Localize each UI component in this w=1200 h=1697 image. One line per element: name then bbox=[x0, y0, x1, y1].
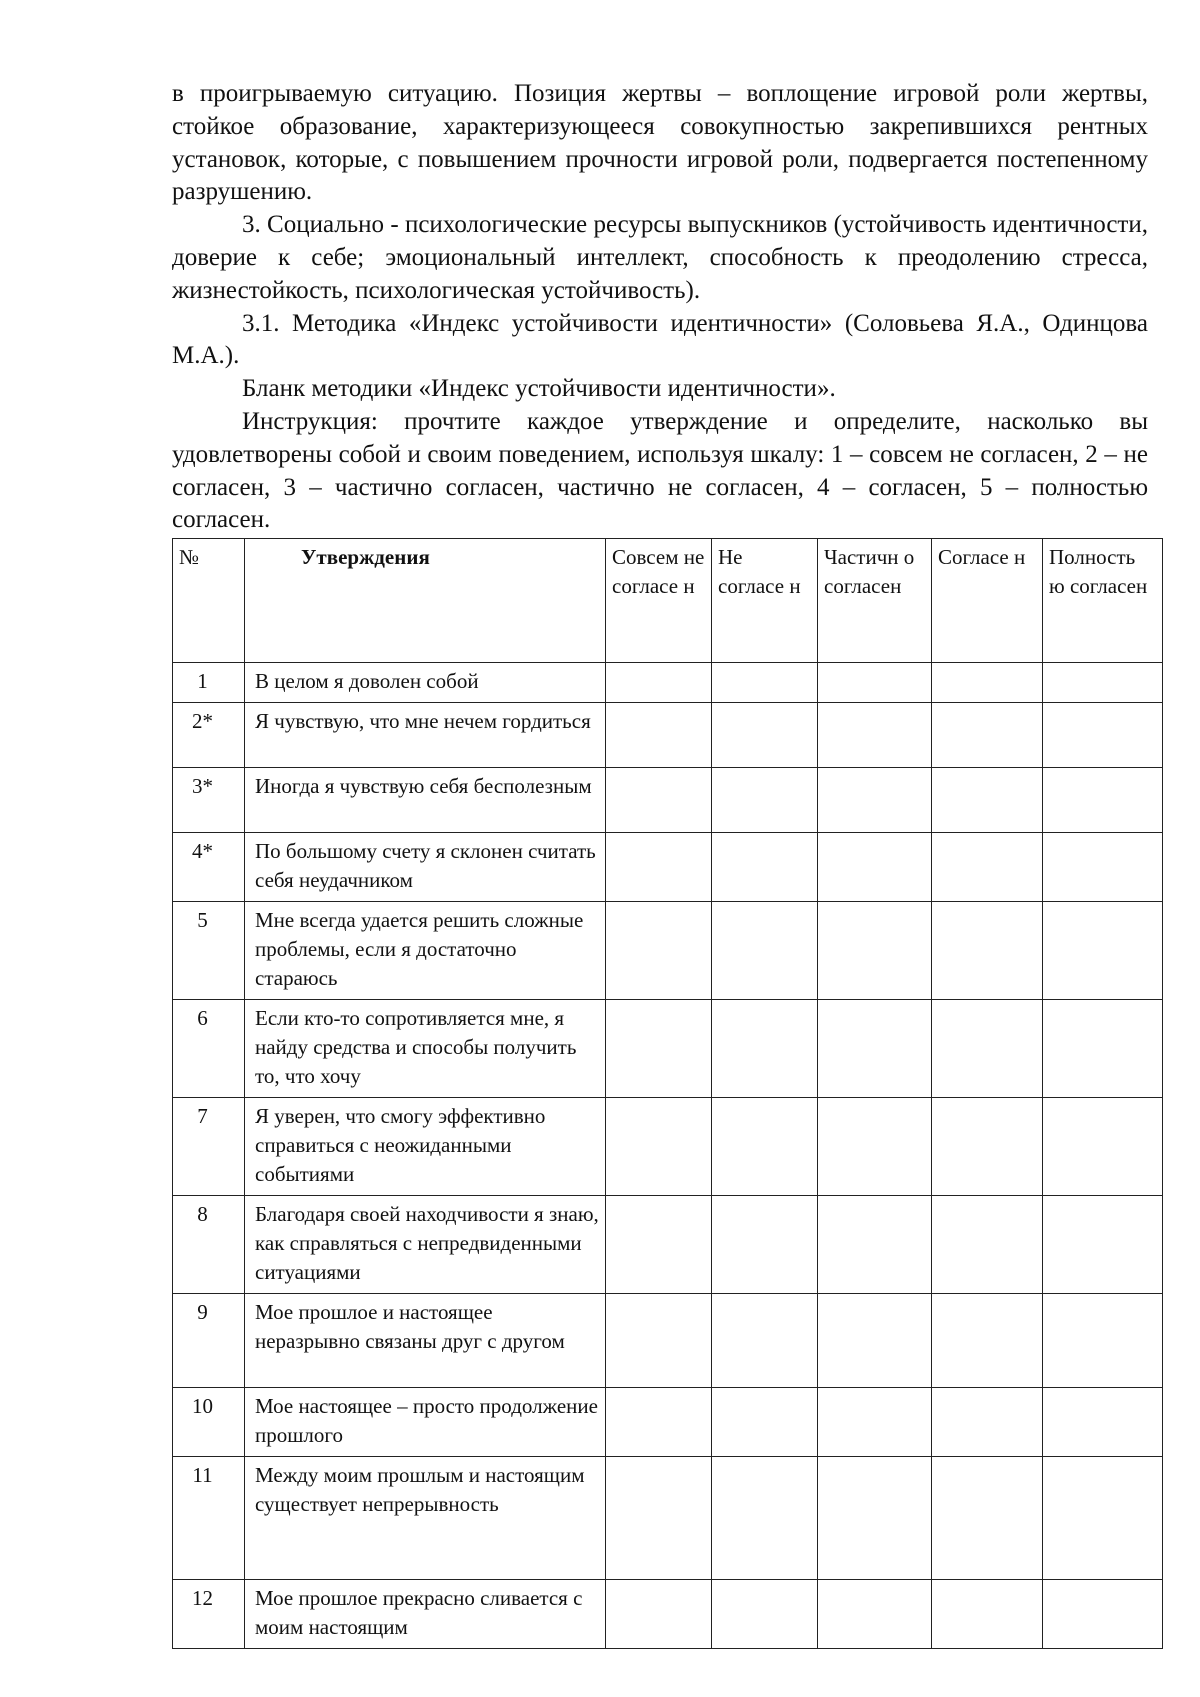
table-row bbox=[173, 1580, 1163, 1649]
answer-cell[interactable] bbox=[818, 703, 932, 768]
answer-cell[interactable] bbox=[932, 902, 1043, 1000]
row-statement: Я чувствую, что мне нечем гордиться bbox=[245, 703, 606, 768]
answer-cell[interactable] bbox=[1043, 1098, 1163, 1196]
answer-cell[interactable] bbox=[1043, 768, 1163, 833]
answer-cell[interactable] bbox=[818, 1294, 932, 1388]
table-row bbox=[173, 1294, 1163, 1388]
paragraph-section-3-1: 3.1. Методика «Индекс устойчивости идентичности» (Соловьева Я.А., Одинцова М.А.). bbox=[172, 309, 1148, 370]
answer-cell[interactable] bbox=[1043, 833, 1163, 902]
answer-cell[interactable] bbox=[1043, 1196, 1163, 1294]
header-fully-agree: Полность ю согласен bbox=[1043, 539, 1163, 663]
paragraph-victim-position: в проигрываемую ситуацию. Позиция жертвы – воплощение игровой роли жертвы, стойкое образование, характеризующееся совокупностью закрепившихся рентных установок, которые, с повышением прочности игровой роли, подвергается постепенному разрушению. bbox=[172, 80, 1148, 206]
header-agree: Согласе н bbox=[932, 539, 1043, 663]
header-statement: Утверждения bbox=[245, 539, 606, 663]
header-disagree: Не согласе н bbox=[712, 539, 818, 663]
row-statement: Между моим прошлым и настоящим существует непрерывность bbox=[245, 1457, 606, 1580]
answer-cell[interactable] bbox=[712, 1098, 818, 1196]
row-statement: Мое прошлое и настоящее неразрывно связаны друг с другом bbox=[245, 1294, 606, 1388]
row-number: 6 bbox=[173, 1000, 245, 1098]
answer-cell[interactable] bbox=[1043, 902, 1163, 1000]
answer-cell[interactable] bbox=[606, 1000, 712, 1098]
header-partially-agree: Частичн о согласен bbox=[818, 539, 932, 663]
paragraph-instruction: Инструкция: прочтите каждое утверждение и определите, насколько вы удовлетворены собой и своим поведением, используя шкалу: 1 – совсем не согласен, 2 – не согласен, 3 – частично согласен, частично не согласен, 4 – согласен, 5 – полностью согласен. bbox=[172, 407, 1148, 534]
answer-cell[interactable] bbox=[932, 703, 1043, 768]
table-row bbox=[173, 1196, 1163, 1294]
table-row bbox=[173, 902, 1163, 1000]
table-row bbox=[173, 833, 1163, 902]
questionnaire-table bbox=[172, 538, 1163, 1649]
row-number: 12 bbox=[173, 1580, 245, 1649]
row-statement: В целом я доволен собой bbox=[245, 663, 606, 703]
answer-cell[interactable] bbox=[606, 1388, 712, 1457]
answer-cell[interactable] bbox=[818, 1457, 932, 1580]
row-statement: Я уверен, что смогу эффективно справиться с неожиданными событиями bbox=[245, 1098, 606, 1196]
answer-cell[interactable] bbox=[818, 1098, 932, 1196]
answer-cell[interactable] bbox=[932, 1294, 1043, 1388]
row-number: 4* bbox=[173, 833, 245, 902]
answer-cell[interactable] bbox=[712, 703, 818, 768]
answer-cell[interactable] bbox=[818, 902, 932, 1000]
row-number: 5 bbox=[173, 902, 245, 1000]
answer-cell[interactable] bbox=[606, 1580, 712, 1649]
answer-cell[interactable] bbox=[712, 1457, 818, 1580]
row-statement: Мое прошлое прекрасно сливается с моим настоящим bbox=[245, 1580, 606, 1649]
row-statement: Благодаря своей находчивости я знаю, как справляться с непредвиденными ситуациями bbox=[245, 1196, 606, 1294]
table-row bbox=[173, 663, 1163, 703]
answer-cell[interactable] bbox=[1043, 663, 1163, 703]
answer-cell[interactable] bbox=[712, 768, 818, 833]
table-row bbox=[173, 703, 1163, 768]
table-row bbox=[173, 1098, 1163, 1196]
table-row bbox=[173, 1000, 1163, 1098]
row-number: 2* bbox=[173, 703, 245, 768]
table-row bbox=[173, 768, 1163, 833]
answer-cell[interactable] bbox=[932, 663, 1043, 703]
row-number: 9 bbox=[173, 1294, 245, 1388]
answer-cell[interactable] bbox=[712, 902, 818, 1000]
answer-cell[interactable] bbox=[712, 1388, 818, 1457]
answer-cell[interactable] bbox=[818, 1196, 932, 1294]
paragraph-section-3: 3. Социально - психологические ресурсы выпускников (устойчивость идентичности, доверие к себе; эмоциональный интеллект, способность к преодолению стресса, жизнестойкость, психологическая устойчивость). bbox=[172, 211, 1148, 304]
answer-cell[interactable] bbox=[932, 1098, 1043, 1196]
answer-cell[interactable] bbox=[932, 1000, 1043, 1098]
row-number: 7 bbox=[173, 1098, 245, 1196]
answer-cell[interactable] bbox=[1043, 703, 1163, 768]
answer-cell[interactable] bbox=[1043, 1294, 1163, 1388]
answer-cell[interactable] bbox=[606, 1098, 712, 1196]
answer-cell[interactable] bbox=[712, 833, 818, 902]
row-number: 1 bbox=[173, 663, 245, 703]
row-number: 8 bbox=[173, 1196, 245, 1294]
answer-cell[interactable] bbox=[932, 833, 1043, 902]
answer-cell[interactable] bbox=[606, 1196, 712, 1294]
answer-cell[interactable] bbox=[712, 1196, 818, 1294]
answer-cell[interactable] bbox=[1043, 1000, 1163, 1098]
answer-cell[interactable] bbox=[606, 703, 712, 768]
row-statement: По большому счету я склонен считать себя неудачником bbox=[245, 833, 606, 902]
answer-cell[interactable] bbox=[712, 1580, 818, 1649]
answer-cell[interactable] bbox=[932, 1580, 1043, 1649]
answer-cell[interactable] bbox=[818, 663, 932, 703]
answer-cell[interactable] bbox=[818, 1388, 932, 1457]
answer-cell[interactable] bbox=[818, 1000, 932, 1098]
row-statement: Если кто-то сопротивляется мне, я найду средства и способы получить то, что хочу bbox=[245, 1000, 606, 1098]
answer-cell[interactable] bbox=[712, 1000, 818, 1098]
answer-cell[interactable] bbox=[712, 1294, 818, 1388]
answer-cell[interactable] bbox=[932, 1196, 1043, 1294]
row-statement: Мое настоящее – просто продолжение прошлого bbox=[245, 1388, 606, 1457]
answer-cell[interactable] bbox=[606, 1294, 712, 1388]
answer-cell[interactable] bbox=[606, 1457, 712, 1580]
header-strongly-disagree: Совсем не согласе н bbox=[606, 539, 712, 663]
answer-cell[interactable] bbox=[932, 1457, 1043, 1580]
row-number: 11 bbox=[173, 1457, 245, 1580]
answer-cell[interactable] bbox=[818, 1580, 932, 1649]
table-header-row bbox=[173, 539, 1163, 663]
row-statement: Мне всегда удается решить сложные проблемы, если я достаточно стараюсь bbox=[245, 902, 606, 1000]
table-row bbox=[173, 1388, 1163, 1457]
answer-cell[interactable] bbox=[932, 768, 1043, 833]
answer-cell[interactable] bbox=[1043, 1580, 1163, 1649]
paragraph-form-title: Бланк методики «Индекс устойчивости идентичности». bbox=[242, 375, 836, 403]
answer-cell[interactable] bbox=[818, 768, 932, 833]
answer-cell[interactable] bbox=[1043, 1457, 1163, 1580]
row-number: 10 bbox=[173, 1388, 245, 1457]
table-row bbox=[173, 1457, 1163, 1580]
answer-cell[interactable] bbox=[606, 768, 712, 833]
answer-cell[interactable] bbox=[712, 663, 818, 703]
row-statement: Иногда я чувствую себя бесполезным bbox=[245, 768, 606, 833]
row-number: 3* bbox=[173, 768, 245, 833]
answer-cell[interactable] bbox=[932, 1388, 1043, 1457]
answer-cell[interactable] bbox=[606, 833, 712, 902]
answer-cell[interactable] bbox=[606, 902, 712, 1000]
body-text bbox=[172, 78, 1148, 537]
answer-cell[interactable] bbox=[1043, 1388, 1163, 1457]
answer-cell[interactable] bbox=[818, 833, 932, 902]
answer-cell[interactable] bbox=[606, 663, 712, 703]
header-num: № bbox=[173, 539, 245, 663]
